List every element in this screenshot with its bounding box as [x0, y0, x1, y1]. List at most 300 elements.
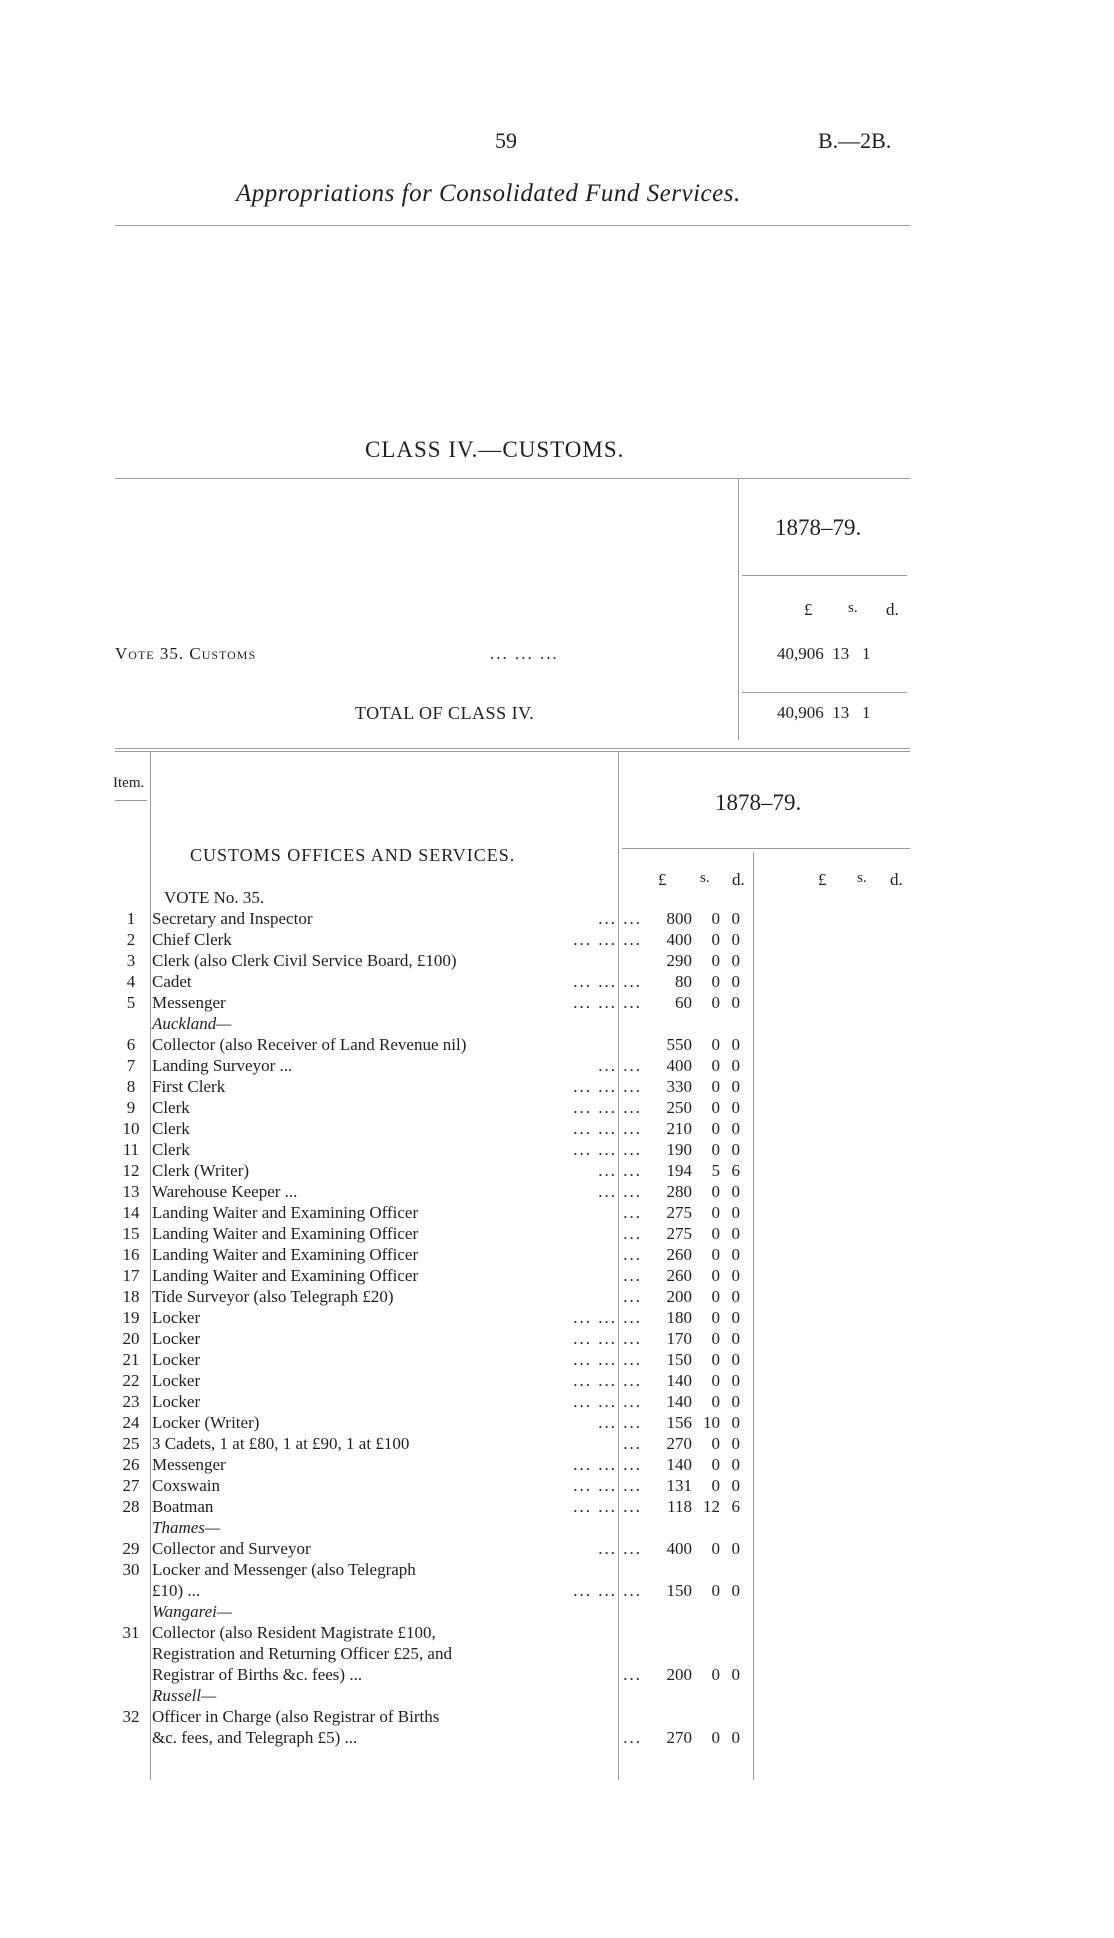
item-number: 11	[122, 1140, 140, 1159]
item-description: Locker and Messenger (also Telegraph	[152, 1560, 416, 1579]
item-dots: ... ... ...	[573, 1350, 642, 1369]
amount-pounds: 400	[666, 1056, 692, 1075]
table-row	[110, 1244, 740, 1265]
amount-shillings	[692, 1706, 720, 1727]
amount-pounds: 190	[666, 1140, 692, 1159]
item-number	[110, 1517, 152, 1538]
amount-pence: 0	[731, 930, 740, 949]
amount-pence: 0	[731, 1539, 740, 1558]
item-dots: ... ... ...	[573, 1098, 642, 1117]
amount-pence: 0	[731, 1371, 740, 1390]
item-dots	[522, 950, 650, 971]
item-description: £10) ...	[152, 1581, 201, 1600]
amount-pounds: 156	[666, 1413, 692, 1432]
item-dots: ... ... ...	[573, 930, 642, 949]
table-row	[110, 1412, 740, 1433]
item-dots: ... ... ...	[573, 1119, 642, 1138]
item-number: 1	[126, 909, 136, 928]
item-description: &c. fees, and Telegraph £5) ...	[152, 1728, 358, 1747]
item-number: 9	[126, 1098, 136, 1117]
amount-pounds	[650, 1517, 692, 1538]
table-row	[110, 1664, 740, 1685]
amount-pence: 0	[731, 1350, 740, 1369]
item-number: 4	[126, 972, 136, 991]
amount-pounds	[650, 1601, 692, 1622]
item-dots: ...	[623, 1203, 642, 1222]
item-description: Collector and Surveyor	[152, 1539, 311, 1558]
amount-shillings	[692, 1643, 720, 1664]
detail-year: 1878–79.	[715, 790, 802, 815]
summary-col-pounds: £	[804, 600, 813, 619]
amount-shillings	[692, 1559, 720, 1580]
amount-shillings	[692, 1517, 720, 1538]
amount-pounds: 270	[666, 1728, 692, 1747]
amount-shillings: 0	[711, 1287, 720, 1306]
amount-pounds: 800	[666, 909, 692, 928]
detail-top-rule-2	[115, 751, 910, 752]
amount-pounds: 150	[666, 1581, 692, 1600]
item-number: 3	[126, 951, 136, 970]
subsection-label: Russell—	[152, 1686, 217, 1705]
item-description: Clerk	[152, 1140, 190, 1159]
table-row	[110, 1685, 740, 1706]
amount-pence: 0	[731, 972, 740, 991]
amount-shillings: 0	[711, 930, 720, 949]
amount-pence: 0	[731, 1413, 740, 1432]
item-number: 27	[122, 1476, 140, 1495]
table-row	[110, 1160, 740, 1181]
detail-col-pence: d.	[732, 870, 745, 889]
table-row	[110, 1559, 740, 1580]
item-number: 10	[122, 1119, 140, 1138]
table-row	[110, 1265, 740, 1286]
item-description: Secretary and Inspector	[152, 909, 313, 928]
amount-pounds: 200	[666, 1287, 692, 1306]
amount-pence	[720, 1601, 740, 1622]
item-column-header: Item.	[113, 775, 145, 791]
vote-number-line: VOTE No. 35.	[164, 888, 265, 907]
amount-pence: 0	[731, 1119, 740, 1138]
item-dots: ... ...	[598, 1182, 642, 1201]
amount-pounds: 250	[666, 1098, 692, 1117]
amount-pence	[720, 1643, 740, 1664]
item-dots: ...	[623, 1728, 642, 1747]
amount-pence: 0	[731, 1182, 740, 1201]
amount-pounds: 118	[667, 1497, 692, 1516]
amount-pence: 0	[731, 909, 740, 928]
item-dots: ... ... ...	[573, 1371, 642, 1390]
item-dots: ... ... ...	[573, 1581, 642, 1600]
amount-pence: 0	[731, 951, 740, 970]
item-number: 7	[126, 1056, 136, 1075]
detail-col-shillings: s.	[700, 870, 710, 886]
amount-pounds	[650, 1559, 692, 1580]
items-table	[110, 908, 740, 1748]
item-description: Landing Waiter and Examining Officer	[152, 1266, 419, 1285]
summary-column-divider	[738, 478, 739, 740]
item-number: 18	[122, 1287, 140, 1306]
subsection-label: Auckland—	[152, 1014, 232, 1033]
amount-pounds: 140	[666, 1455, 692, 1474]
item-dots: ... ...	[598, 1161, 642, 1180]
table-row	[110, 1139, 740, 1160]
amount-pence: 6	[731, 1497, 740, 1516]
amount-pence: 0	[731, 1665, 740, 1684]
amount-pence: 0	[731, 1455, 740, 1474]
item-description: Messenger	[152, 993, 226, 1012]
amount-pence: 0	[731, 1077, 740, 1096]
item-number	[110, 1013, 152, 1034]
item-number: 19	[122, 1308, 140, 1327]
amount-pounds: 210	[666, 1119, 692, 1138]
item-description: Landing Waiter and Examining Officer	[152, 1203, 419, 1222]
amount-shillings: 0	[711, 1434, 720, 1453]
item-dots: ... ... ...	[573, 993, 642, 1012]
amount-pence: 0	[731, 1728, 740, 1747]
detail-year-rule	[622, 848, 910, 849]
item-description: Clerk	[152, 1119, 190, 1138]
item-number: 13	[122, 1182, 140, 1201]
item-number	[110, 1685, 152, 1706]
item-description: 3 Cadets, 1 at £80, 1 at £90, 1 at £100	[152, 1434, 410, 1453]
amount-shillings: 0	[711, 1476, 720, 1495]
item-number: 6	[126, 1035, 136, 1054]
table-row	[110, 1517, 740, 1538]
amount-pence: 0	[731, 1224, 740, 1243]
amount-shillings: 0	[711, 1035, 720, 1054]
item-description: Clerk (also Clerk Civil Service Board, £100)	[152, 951, 457, 970]
item-description: Locker	[152, 1350, 201, 1369]
item-dots: ...	[623, 1665, 642, 1684]
item-dots: ... ... ...	[573, 1455, 642, 1474]
amount-shillings: 12	[703, 1497, 720, 1516]
table-row	[110, 1727, 740, 1748]
amount-pence: 0	[731, 1476, 740, 1495]
table-row	[110, 929, 740, 950]
amount-shillings: 0	[711, 1371, 720, 1390]
amount-pence: 0	[731, 1140, 740, 1159]
summary-year: 1878–79.	[775, 515, 862, 540]
item-number: 2	[126, 930, 136, 949]
item-dots: ... ... ...	[573, 1476, 642, 1495]
item-number: 17	[122, 1266, 140, 1285]
amount-pence: 0	[731, 1581, 740, 1600]
item-description: Registration and Returning Officer £25, and	[152, 1644, 452, 1663]
item-number: 22	[122, 1371, 140, 1390]
table-row	[110, 1475, 740, 1496]
item-number: 23	[122, 1392, 140, 1411]
table-row	[110, 1622, 740, 1643]
item-description: Clerk (Writer)	[152, 1161, 250, 1180]
amount-pence: 0	[731, 1266, 740, 1285]
item-number	[110, 1727, 152, 1748]
amount-pounds: 330	[666, 1077, 692, 1096]
item-number: 14	[122, 1203, 140, 1222]
summary-top-rule	[115, 478, 910, 479]
table-row	[110, 1706, 740, 1727]
item-dots: ... ...	[598, 1413, 642, 1432]
amount-shillings: 0	[711, 1308, 720, 1327]
item-number: 26	[122, 1455, 140, 1474]
amount-shillings	[692, 1685, 720, 1706]
amount-pounds: 260	[666, 1266, 692, 1285]
table-row	[110, 1328, 740, 1349]
vote-label: Vote 35. Customs	[115, 644, 257, 663]
amount-pence	[720, 1013, 740, 1034]
amount-pounds: 270	[666, 1434, 692, 1453]
amount-pounds	[650, 1013, 692, 1034]
amount-pounds: 280	[666, 1182, 692, 1201]
amount-pence: 0	[731, 1035, 740, 1054]
item-number: 24	[122, 1413, 140, 1432]
amount-shillings: 0	[711, 1077, 720, 1096]
amount-pence: 6	[731, 1161, 740, 1180]
amount-shillings: 0	[711, 1056, 720, 1075]
amount-pounds: 550	[666, 1035, 692, 1054]
item-dots	[522, 1706, 650, 1727]
table-row	[110, 971, 740, 992]
amount-shillings: 0	[711, 909, 720, 928]
detail-top-rule	[115, 748, 910, 749]
detail-col-pence-2: d.	[890, 870, 903, 889]
amount-pence: 0	[731, 1056, 740, 1075]
summary-year-rule	[742, 575, 907, 576]
item-number: 15	[122, 1224, 140, 1243]
item-description: Boatman	[152, 1497, 214, 1516]
amount-column-divider-2	[753, 852, 754, 1780]
amount-pence	[720, 1706, 740, 1727]
table-row	[110, 1181, 740, 1202]
amount-shillings: 0	[711, 1455, 720, 1474]
detail-col-pounds: £	[658, 870, 667, 889]
amount-pounds: 200	[666, 1665, 692, 1684]
amount-pounds: 290	[666, 951, 692, 970]
amount-pence: 0	[731, 1308, 740, 1327]
page-title: Appropriations for Consolidated Fund Services.	[236, 180, 741, 207]
detail-col-pounds-2: £	[818, 870, 827, 889]
table-row	[110, 992, 740, 1013]
item-dots	[522, 1034, 650, 1055]
amount-shillings	[692, 1622, 720, 1643]
item-dots: ... ... ...	[573, 972, 642, 991]
amount-shillings: 0	[711, 1203, 720, 1222]
class-title: CLASS IV.—CUSTOMS.	[365, 437, 625, 462]
amount-pence	[720, 1517, 740, 1538]
amount-pence: 0	[731, 1245, 740, 1264]
item-number: 21	[122, 1350, 140, 1369]
header-rule	[115, 225, 910, 226]
item-number: 12	[122, 1161, 140, 1180]
summary-col-pence: d.	[886, 600, 899, 619]
table-row	[110, 1307, 740, 1328]
item-dots: ... ... ...	[573, 1392, 642, 1411]
amount-shillings	[692, 1601, 720, 1622]
item-dots: ... ... ...	[573, 1077, 642, 1096]
subsection-label: Wangarei—	[152, 1602, 232, 1621]
table-row	[110, 1286, 740, 1307]
item-dots: ... ...	[598, 1539, 642, 1558]
item-dots: ...	[623, 1434, 642, 1453]
item-number: 29	[122, 1539, 140, 1558]
amount-shillings: 0	[711, 1266, 720, 1285]
table-row	[110, 1097, 740, 1118]
item-dots: ...	[623, 1224, 642, 1243]
item-number: 32	[122, 1707, 140, 1726]
item-dots: ... ...	[598, 1056, 642, 1075]
total-label: TOTAL OF CLASS IV.	[355, 703, 535, 723]
table-row	[110, 1643, 740, 1664]
item-dots: ... ... ...	[573, 1497, 642, 1516]
amount-pence	[720, 1559, 740, 1580]
item-dots: ...	[623, 1245, 642, 1264]
item-number: 16	[122, 1245, 140, 1264]
amount-pence: 0	[731, 1392, 740, 1411]
table-row	[110, 1433, 740, 1454]
vote-amount: 40,906 13 1	[777, 644, 871, 663]
table-row	[110, 1349, 740, 1370]
amount-pounds: 131	[666, 1476, 692, 1495]
detail-col-shillings-2: s.	[857, 870, 867, 886]
amount-pounds: 275	[666, 1224, 692, 1243]
item-dots: ...	[623, 1266, 642, 1285]
amount-pence: 0	[731, 1098, 740, 1117]
item-number: 25	[122, 1434, 140, 1453]
item-dots: ... ... ...	[573, 1140, 642, 1159]
item-description: Collector (also Receiver of Land Revenue nil)	[152, 1035, 467, 1054]
item-dots	[522, 1622, 650, 1643]
amount-pounds	[650, 1643, 692, 1664]
amount-pounds: 80	[675, 972, 692, 991]
table-row	[110, 1538, 740, 1559]
amount-pounds	[650, 1622, 692, 1643]
item-description: Tide Surveyor (also Telegraph £20)	[152, 1287, 394, 1306]
amount-shillings: 5	[711, 1161, 720, 1180]
total-amount: 40,906 13 1	[777, 703, 871, 722]
item-dots: ... ... ...	[573, 1329, 642, 1348]
amount-pounds: 400	[666, 930, 692, 949]
subsection-label: Thames—	[152, 1518, 221, 1537]
table-row	[110, 1580, 740, 1601]
amount-shillings: 0	[711, 1224, 720, 1243]
table-row	[110, 1496, 740, 1517]
amount-pounds	[650, 1706, 692, 1727]
item-number: 5	[126, 993, 136, 1012]
item-description: Messenger	[152, 1455, 226, 1474]
amount-shillings: 0	[711, 951, 720, 970]
amount-shillings: 0	[711, 1392, 720, 1411]
table-row	[110, 1076, 740, 1097]
table-row	[110, 1034, 740, 1055]
table-row	[110, 1454, 740, 1475]
amount-pounds: 180	[666, 1308, 692, 1327]
amount-pence: 0	[731, 1434, 740, 1453]
table-row	[110, 1601, 740, 1622]
amount-shillings: 0	[711, 1539, 720, 1558]
amount-pounds: 170	[666, 1329, 692, 1348]
amount-pence: 0	[731, 1329, 740, 1348]
item-number	[110, 1601, 152, 1622]
table-row	[110, 1118, 740, 1139]
amount-pounds: 275	[666, 1203, 692, 1222]
amount-shillings	[692, 1013, 720, 1034]
amount-shillings: 0	[711, 972, 720, 991]
vote-dots: ... ... ...	[490, 644, 559, 663]
item-description: Locker	[152, 1392, 201, 1411]
section-title: CUSTOMS OFFICES AND SERVICES.	[190, 845, 516, 865]
item-description: Chief Clerk	[152, 930, 232, 949]
item-description: First Clerk	[152, 1077, 226, 1096]
table-row	[110, 1013, 740, 1034]
item-dots: ... ...	[598, 909, 642, 928]
item-description: Landing Waiter and Examining Officer	[152, 1245, 419, 1264]
item-dots	[522, 1559, 650, 1580]
item-description: Registrar of Births &c. fees) ...	[152, 1665, 363, 1684]
summary-col-shillings: s.	[848, 600, 858, 616]
amount-shillings: 0	[711, 1665, 720, 1684]
amount-pounds: 194	[666, 1161, 692, 1180]
amount-pence: 0	[731, 1203, 740, 1222]
item-header-rule	[115, 800, 147, 801]
item-description: Warehouse Keeper ...	[152, 1182, 298, 1201]
amount-pounds: 140	[666, 1371, 692, 1390]
item-dots	[522, 1643, 650, 1664]
table-row	[110, 1202, 740, 1223]
document-reference: B.—2B.	[818, 128, 892, 153]
amount-shillings: 0	[711, 1245, 720, 1264]
item-number: 31	[122, 1623, 140, 1642]
amount-shillings: 0	[711, 1728, 720, 1747]
amount-shillings: 0	[711, 1581, 720, 1600]
table-row	[110, 1223, 740, 1244]
item-description: Locker (Writer)	[152, 1413, 260, 1432]
item-description: Landing Surveyor ...	[152, 1056, 293, 1075]
item-description: Clerk	[152, 1098, 190, 1117]
item-description: Coxswain	[152, 1476, 220, 1495]
amount-shillings: 0	[711, 1119, 720, 1138]
amount-pence: 0	[731, 1287, 740, 1306]
amount-pence: 0	[731, 993, 740, 1012]
total-rule	[742, 692, 907, 693]
amount-shillings: 0	[711, 1350, 720, 1369]
table-row	[110, 1391, 740, 1412]
item-number: 8	[126, 1077, 136, 1096]
amount-shillings: 0	[711, 993, 720, 1012]
item-description: Landing Waiter and Examining Officer	[152, 1224, 419, 1243]
page-number: 59	[495, 128, 517, 153]
table-row	[110, 950, 740, 971]
item-dots: ... ... ...	[573, 1308, 642, 1327]
item-description: Locker	[152, 1329, 201, 1348]
amount-pounds: 60	[675, 993, 692, 1012]
item-number: 30	[122, 1560, 140, 1579]
table-row	[110, 1370, 740, 1391]
amount-shillings: 0	[711, 1329, 720, 1348]
item-description: Collector (also Resident Magistrate £100,	[152, 1623, 436, 1642]
item-description: Locker	[152, 1371, 201, 1390]
item-description: Locker	[152, 1308, 201, 1327]
item-description: Officer in Charge (also Registrar of Births	[152, 1707, 440, 1726]
amount-shillings: 10	[703, 1413, 720, 1432]
amount-shillings: 0	[711, 1140, 720, 1159]
item-number	[110, 1580, 152, 1601]
item-number: 20	[122, 1329, 140, 1348]
item-number	[110, 1643, 152, 1664]
table-row	[110, 1055, 740, 1076]
item-number	[110, 1664, 152, 1685]
item-dots: ...	[623, 1287, 642, 1306]
amount-pounds: 150	[666, 1350, 692, 1369]
item-number: 28	[122, 1497, 140, 1516]
